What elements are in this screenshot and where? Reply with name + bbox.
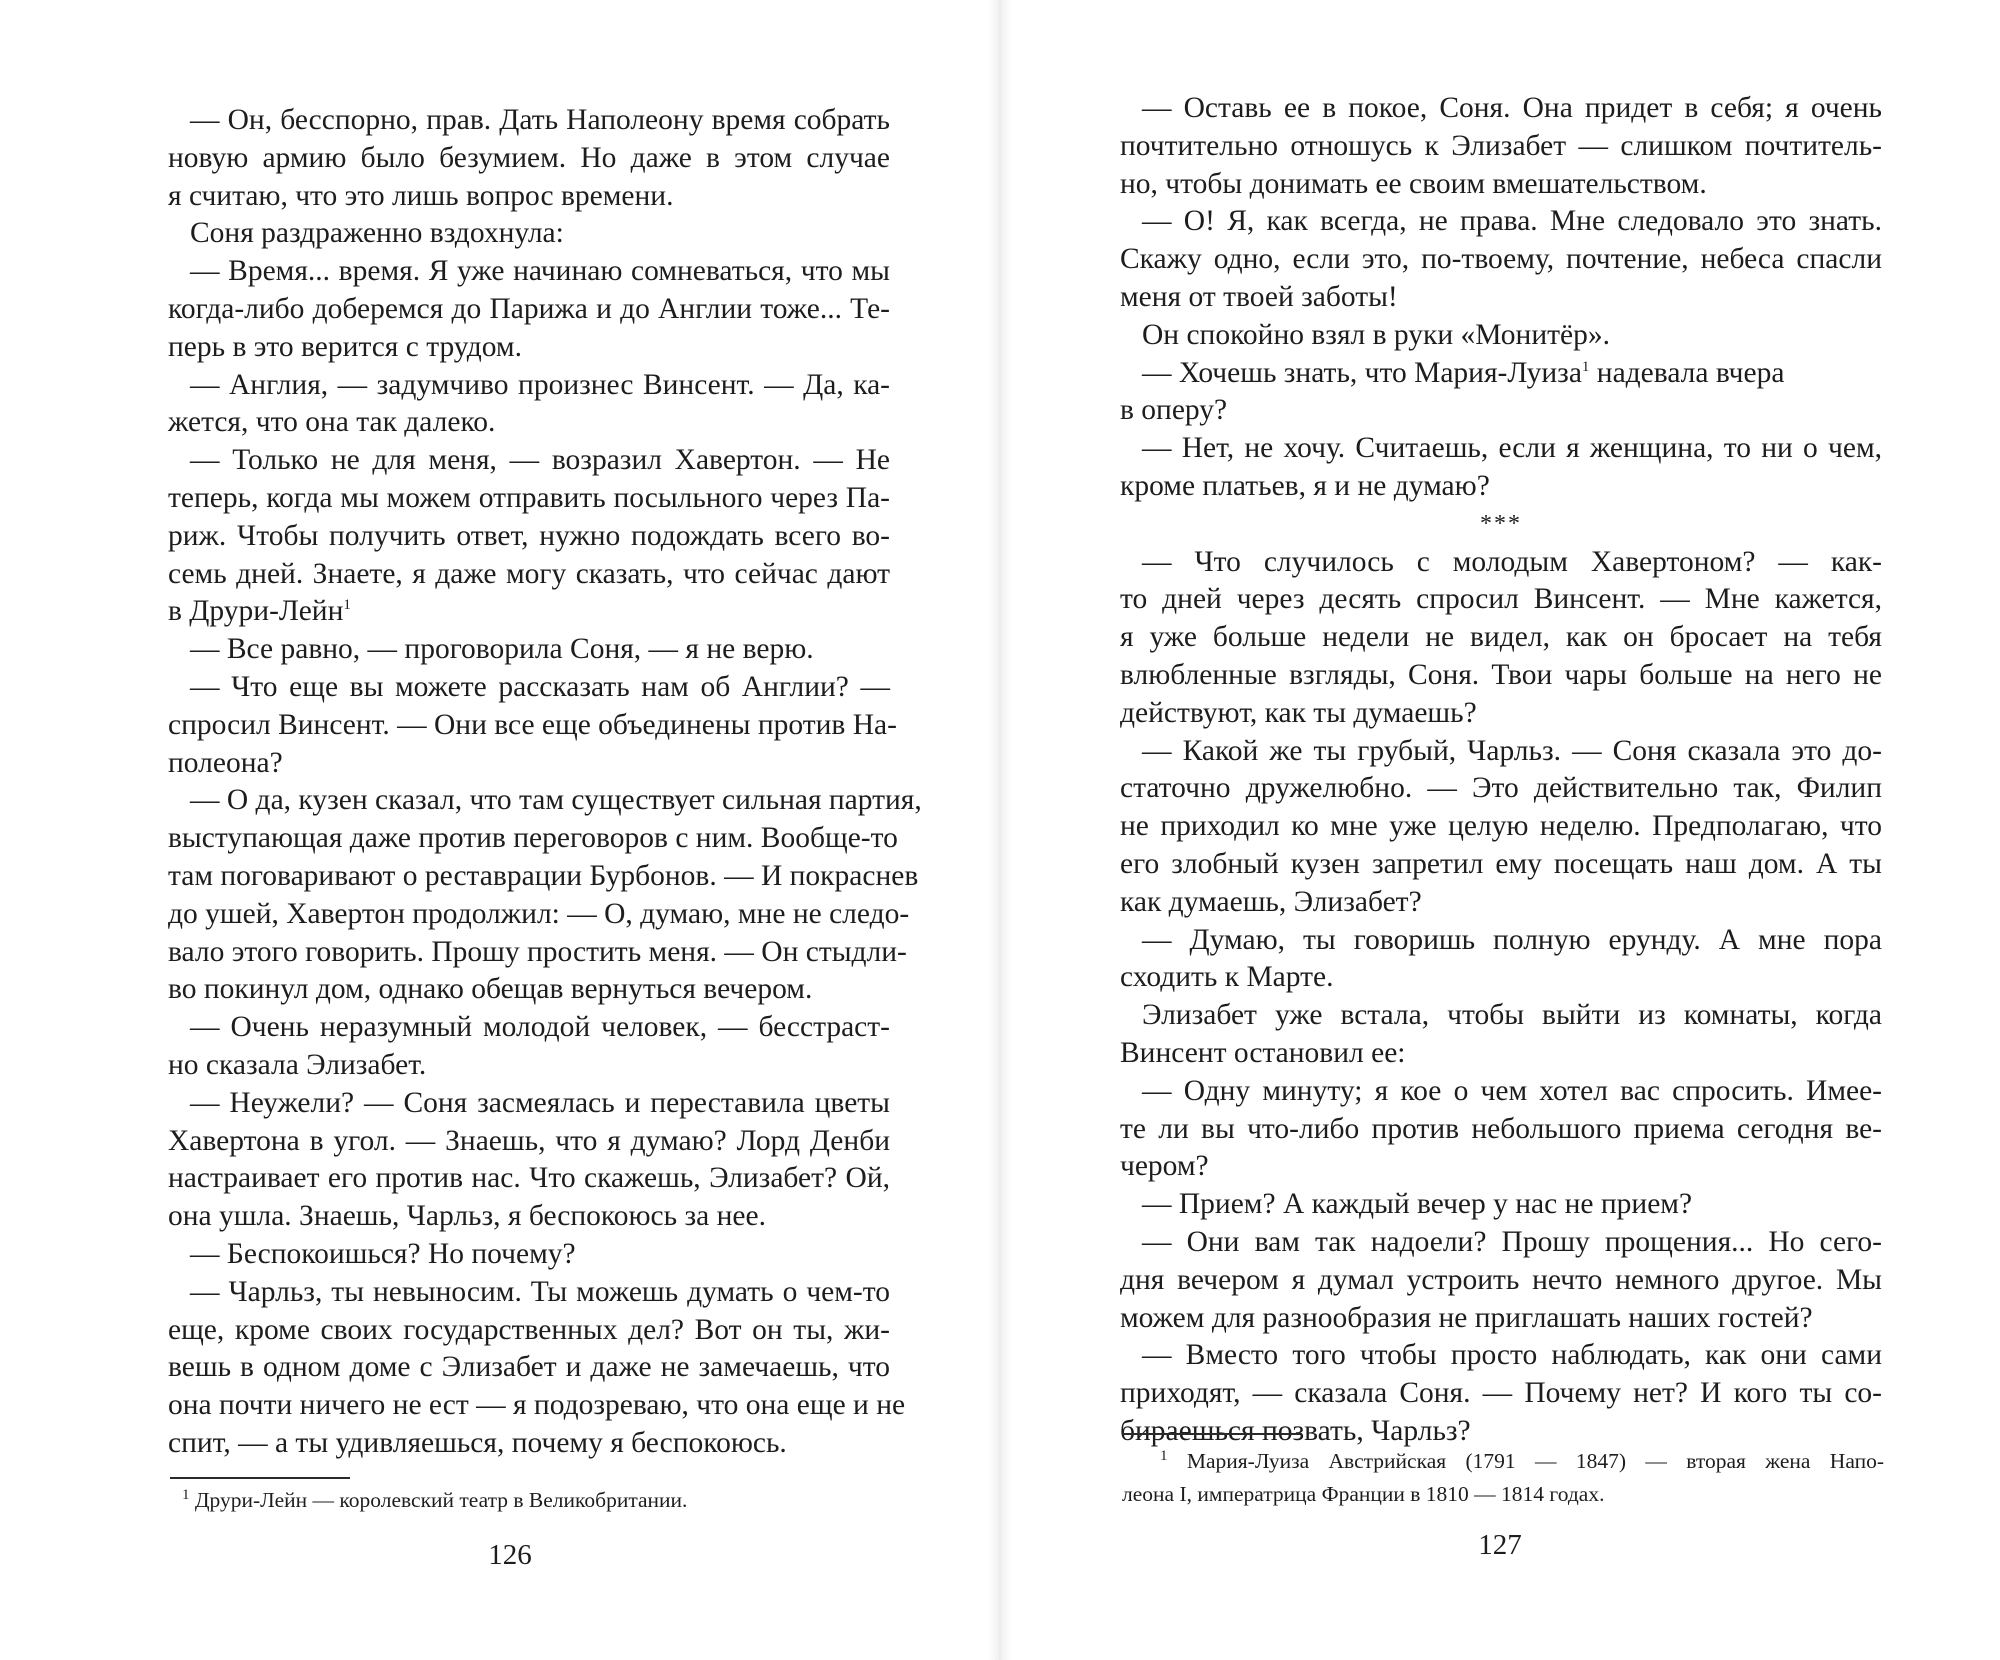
text-line: я уже больше недели не видел, как он бросает на тебя: [1120, 621, 1882, 654]
text-line: теперь, когда мы можем отправить посыльного через Па-: [168, 481, 890, 514]
text-line: можем для разнообразия не приглашать наших гостей?: [1120, 1301, 1813, 1334]
text-line: Винсент остановил ее:: [1120, 1036, 1406, 1069]
text-line: — Неужели? — Соня засмеялась и переставила цветы: [190, 1086, 890, 1119]
text-line: там поговаривают о реставрации Бурбонов. — И покраснев: [168, 859, 919, 892]
text-line-content: — Хочешь знать, что Мария-Луиза: [1142, 356, 1582, 389]
text-line: — Только не для меня, — возразил Хавертон. — Не: [190, 444, 890, 477]
footnote-line: [172, 1484, 892, 1517]
text-line: во покинул дом, однако обещав вернуться вечером.: [168, 973, 813, 1006]
text-line: действуют, как ты думаешь?: [1120, 696, 1477, 729]
footnote-line: [1122, 1445, 1884, 1478]
text-line: спросил Винсент. — Они все еще объединены против На-: [168, 708, 897, 741]
text-line: — Думаю, ты говоришь полную ерунду. А мне пора: [1142, 923, 1882, 956]
text-line: чером?: [1120, 1150, 1209, 1183]
text-line: Элизабет уже встала, чтобы выйти из комнаты, когда: [1142, 999, 1882, 1032]
footnote-text: Друри-Лейн — королевский театр в Великобритании.: [194, 1488, 688, 1512]
text-line: полеона?: [168, 746, 283, 779]
text-line: новую армию было безумием. Но даже в этом случае: [168, 141, 890, 174]
page-number: 126: [488, 1539, 532, 1571]
text-line: но, чтобы донимать ее своим вмешательством.: [1120, 167, 1707, 200]
text-line: дня вечером я думал устроить нечто немного другое. Мы: [1120, 1263, 1882, 1296]
text-line: Соня раздраженно вздохнула:: [190, 217, 564, 250]
footnote-line: леона I, императрица Франции в 1810 — 1814 годах.: [1122, 1482, 1605, 1506]
text-line: — Какой же ты грубый, Чарльз. — Соня сказала это до-: [1142, 734, 1882, 767]
text-line: — Беспокоишься? Но почему?: [190, 1237, 576, 1270]
text-line: — Вместо того чтобы просто наблюдать, как они сами: [1142, 1339, 1882, 1372]
footnote-text: Мария-Луиза Австрийская (1791 — 1847) — вторая жена Напо-: [1186, 1449, 1884, 1473]
text-line: семь дней. Знаете, я даже могу сказать, что сейчас дают: [168, 557, 890, 590]
text-line: — Чарльз, ты невыносим. Ты можешь думать о чем-то: [190, 1275, 890, 1308]
text-line: влюбленные взгляды, Соня. Твои чары больше на него не: [1120, 658, 1882, 691]
text-line: я считаю, что это лишь вопрос времени.: [168, 179, 674, 212]
text-line: Хавертона в угол. — Знаешь, что я думаю? Лорд Денби: [168, 1124, 890, 1157]
text-line: Он спокойно взял в руки «Монитёр».: [1142, 318, 1610, 351]
text-line: перь в это верится с трудом.: [168, 330, 522, 363]
text-line: — Одну минуту; я кое о чем хотел вас спросить. Имее-: [1142, 1074, 1882, 1107]
text-line: до ушей, Хавертон продолжил: — О, думаю, мне не следо-: [168, 897, 910, 930]
text-line: — Англия, — задумчиво произнес Винсент. — Да, ка-: [190, 368, 890, 401]
text-line: сходить к Марте.: [1120, 961, 1334, 994]
text-line: его злобный кузен запретил ему посещать наш дом. А ты: [1120, 847, 1882, 880]
footnote-rule: [170, 1477, 350, 1479]
text-line: приходят, — сказала Соня. — Почему нет? И кого ты со-: [1120, 1377, 1882, 1410]
text-line: она почти ничего не ест — я подозреваю, что она еще и не: [168, 1389, 906, 1422]
text-line: те ли вы что-либо против небольшого приема сегодня ве-: [1120, 1112, 1882, 1145]
text-line: статочно дружелюбно. — Это действительно так, Филип: [1120, 772, 1882, 805]
text-line: — Прием? А каждый вечер у нас не прием?: [1142, 1188, 1693, 1221]
footnote-marker: 1: [182, 1486, 190, 1503]
text-line: — Что еще вы можете рассказать нам об Англии? —: [190, 670, 890, 703]
text-line: — Он, бесспорно, прав. Дать Наполеону время собрать: [190, 104, 890, 136]
footnote-reference: 1: [1581, 358, 1590, 375]
text-line: — Нет, не хочу. Считаешь, если я женщина, то ни о чем,: [1142, 432, 1882, 465]
text-line: бираешься позвать, Чарльз?: [1120, 1414, 1471, 1447]
left-page-body: [168, 102, 922, 1463]
text-line: вало этого говорить. Прошу простить меня. — Он стыдли-: [168, 935, 907, 968]
text-line: риж. Чтобы получить ответ, нужно подождать всего во-: [168, 519, 890, 552]
text-line: спит, — а ты удивляешься, почему я беспокоюсь.: [168, 1426, 787, 1459]
text-line: жется, что она так далеко.: [168, 406, 496, 439]
text-line: не приходил ко мне уже целую неделю. Предполагаю, что: [1120, 810, 1882, 843]
text-line: — Они вам так надоели? Прошу прощения... Но сего-: [1142, 1225, 1882, 1258]
right-page: [1000, 0, 2000, 1660]
text-line: но сказала Элизабет.: [168, 1048, 427, 1081]
page-number: 127: [1478, 1529, 1522, 1561]
text-line: выступающая даже против переговоров с ним. Вообще-то: [168, 822, 898, 855]
text-line: Скажу одно, если это, по-твоему, почтение, небеса спасли: [1120, 243, 1882, 276]
scene-break: ***: [1480, 510, 1522, 537]
text-line-content: надевала вчера: [1589, 356, 1785, 389]
footnote: [172, 1484, 892, 1517]
text-line: еще, кроме своих государственных дел? Вот он ты, жи-: [168, 1313, 890, 1346]
text-line: то дней через десять спросил Винсент. — Мне кажется,: [1120, 583, 1882, 616]
text-line: — Все равно, — проговорила Соня, — я не верю.: [190, 633, 814, 666]
text-line: — Что случилось с молодым Хавертоном? — как-: [1142, 545, 1882, 578]
text-line-content: в Друри-Лейн: [168, 595, 344, 628]
text-line: [168, 593, 890, 631]
text-line: она ушла. Знаешь, Чарльз, я беспокоюсь за нее.: [168, 1200, 766, 1233]
footnote-marker-digit: 1: [1160, 1447, 1168, 1464]
text-line: — Время... время. Я уже начинаю сомневаться, что мы: [190, 255, 890, 288]
footnote-rule: [1122, 1433, 1302, 1435]
footnote-marker: [1160, 1449, 1187, 1473]
text-line: кроме платьев, я и не думаю?: [1120, 469, 1490, 502]
text-line: вешь в одном доме с Элизабет и даже не замечаешь, что: [168, 1351, 890, 1384]
footnote-reference: 1: [343, 597, 351, 614]
text-line: — Очень неразумный молодой человек, — бесстраст-: [190, 1011, 890, 1044]
right-page-body: [1120, 90, 1882, 1451]
text-line: — О! Я, как всегда, не права. Мне следовало это знать.: [1142, 205, 1882, 238]
text-line: в оперу?: [1120, 394, 1228, 427]
text-line: когда-либо доберемся до Парижа и до Англии тоже... Те-: [168, 292, 890, 325]
text-line: меня от твоей заботы!: [1120, 280, 1398, 313]
footnote: [1122, 1445, 1884, 1511]
text-line: как думаешь, Элизабет?: [1120, 885, 1422, 918]
text-line: — Оставь ее в покое, Соня. Она придет в себя; я очень: [1142, 92, 1882, 124]
text-line: [1120, 355, 1882, 393]
text-line: настраивает его против нас. Что скажешь, Элизабет? Ой,: [168, 1162, 890, 1195]
text-line: — О да, кузен сказал, что там существует сильная партия,: [190, 784, 922, 817]
text-line: почтительно отношусь к Элизабет — слишком почтитель-: [1120, 129, 1882, 162]
